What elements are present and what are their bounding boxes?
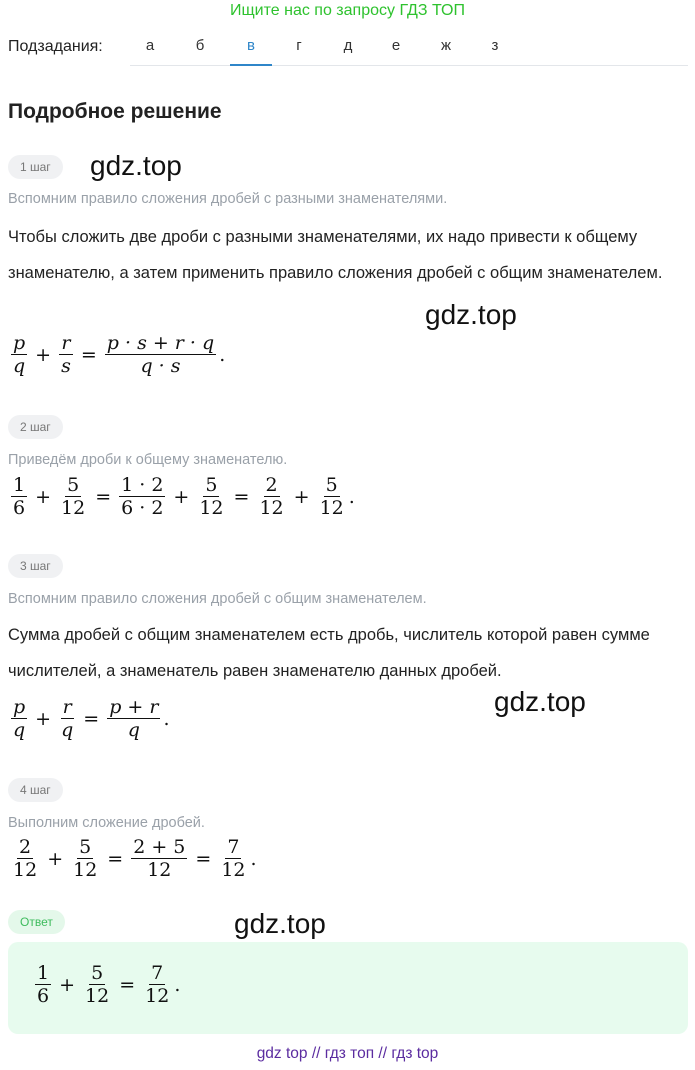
formula-addition [8, 836, 257, 881]
denominator: 12 [85, 985, 110, 1007]
denominator: 12 [319, 497, 344, 519]
plus-sign: + [173, 485, 190, 508]
watermark: gdz.top [90, 150, 182, 181]
numerator: 5 [325, 474, 338, 496]
numerator: p [13, 332, 26, 354]
numerator: r [62, 696, 72, 718]
numerator: 2 + 5 [133, 836, 186, 858]
equals-sign: = [233, 485, 250, 508]
tab-e[interactable]: е [391, 37, 401, 54]
footer-links[interactable]: gdz top // гдз топ // гдз top [256, 1045, 439, 1062]
numerator: 5 [205, 474, 218, 496]
fraction [71, 836, 99, 881]
numerator: 1 [37, 962, 50, 984]
fraction [11, 332, 27, 377]
numerator: p [13, 696, 26, 718]
plus-sign: + [35, 485, 52, 508]
denominator: 6 [13, 497, 26, 519]
fraction [197, 474, 225, 519]
plus-sign: + [47, 847, 64, 870]
numerator: p · s + r · q [106, 332, 215, 354]
fraction [105, 332, 216, 377]
answer-badge: Ответ [8, 910, 65, 934]
numerator: 5 [79, 836, 92, 858]
denominator: s [61, 355, 71, 377]
denominator: q [13, 355, 26, 377]
watermark: gdz.top [234, 908, 326, 939]
period: . [163, 707, 170, 730]
denominator: 12 [145, 985, 170, 1007]
fraction [219, 836, 247, 881]
step-text: Сумма дробей с общим знаменателем есть дробь, числитель которой равен сумме числителей, а знаменатель равен знаменателю данных дробей. [8, 626, 650, 680]
denominator: 12 [147, 859, 172, 881]
equals-sign: = [119, 973, 136, 996]
denominator: q [13, 719, 26, 741]
tab-b[interactable]: б [195, 37, 205, 54]
numerator: r [61, 332, 71, 354]
step-badge: 2 шаг [8, 415, 63, 439]
step-hint: Вспомним правило сложения дробей с разными знаменателями. [8, 191, 448, 207]
denominator: 6 [37, 985, 50, 1007]
step-hint: Выполним сложение дробей. [8, 815, 205, 831]
equals-sign: = [83, 707, 100, 730]
plus-sign: + [293, 485, 310, 508]
period: . [348, 485, 355, 508]
fraction [59, 474, 87, 519]
fraction [11, 836, 39, 881]
plus-sign: + [59, 973, 76, 996]
denominator: 12 [73, 859, 98, 881]
numerator: 1 · 2 [121, 474, 164, 496]
denominator: q · s [140, 355, 181, 377]
fraction [131, 836, 187, 881]
numerator: 2 [19, 836, 32, 858]
tab-z[interactable]: з [491, 37, 499, 54]
formula-common-denominator [8, 474, 355, 519]
fraction [59, 332, 73, 377]
fraction [257, 474, 285, 519]
equals-sign: = [195, 847, 212, 870]
denominator: 12 [221, 859, 246, 881]
equals-sign: = [80, 343, 97, 366]
answer-box [8, 942, 688, 1034]
active-tab-indicator [230, 64, 272, 66]
numerator: 7 [227, 836, 240, 858]
fraction [11, 474, 27, 519]
numerator: 2 [265, 474, 278, 496]
denominator: q [61, 719, 74, 741]
period: . [219, 343, 226, 366]
step-hint: Приведём дроби к общему знаменателю. [8, 452, 288, 468]
tab-g[interactable]: г [296, 37, 302, 54]
equals-sign: = [95, 485, 112, 508]
subtasks-nav [8, 28, 688, 68]
fraction [318, 474, 346, 519]
fraction [83, 962, 111, 1007]
fraction [59, 696, 75, 741]
watermark: gdz.top [494, 686, 586, 717]
numerator: 5 [67, 474, 80, 496]
numerator: 5 [91, 962, 104, 984]
watermark: gdz.top [425, 299, 517, 330]
formula-answer [32, 962, 180, 1007]
fraction [107, 696, 160, 741]
period: . [174, 973, 181, 996]
tab-zh[interactable]: ж [440, 37, 452, 54]
step-badge: 3 шаг [8, 554, 63, 578]
fraction [11, 696, 27, 741]
period: . [250, 847, 257, 870]
denominator: 12 [13, 859, 38, 881]
plus-sign: + [35, 707, 52, 730]
tab-a[interactable]: а [145, 37, 155, 54]
equals-sign: = [107, 847, 124, 870]
denominator: 12 [199, 497, 224, 519]
denominator: 12 [61, 497, 86, 519]
tab-v[interactable]: в [247, 37, 255, 54]
denominator: 12 [259, 497, 284, 519]
search-banner: Ищите нас по запросу ГДЗ ТОП [230, 2, 465, 19]
fraction [119, 474, 165, 519]
step-text: Чтобы сложить две дроби с разными знаменателями, их надо привести к общему знаменателю, а затем применить правило сложения дробей с общим знаменателем. [8, 228, 663, 282]
numerator: p + r [109, 696, 159, 718]
denominator: q [127, 719, 140, 741]
numerator: 7 [151, 962, 164, 984]
step-badge: 1 шаг [8, 155, 63, 179]
formula-common-sum-rule [8, 696, 169, 741]
page-title: Подробное решение [8, 100, 222, 123]
step-badge: 4 шаг [8, 778, 63, 802]
numerator: 1 [13, 474, 26, 496]
fraction [35, 962, 51, 1007]
denominator: 6 · 2 [121, 497, 164, 519]
formula-sum-rule [8, 332, 225, 377]
fraction [143, 962, 171, 1007]
tab-d[interactable]: д [343, 37, 353, 54]
step-hint: Вспомним правило сложения дробей с общим знаменателем. [8, 591, 427, 607]
subtask-tabs [130, 28, 688, 66]
subtasks-label: Подзадания: [8, 38, 103, 55]
plus-sign: + [35, 343, 52, 366]
